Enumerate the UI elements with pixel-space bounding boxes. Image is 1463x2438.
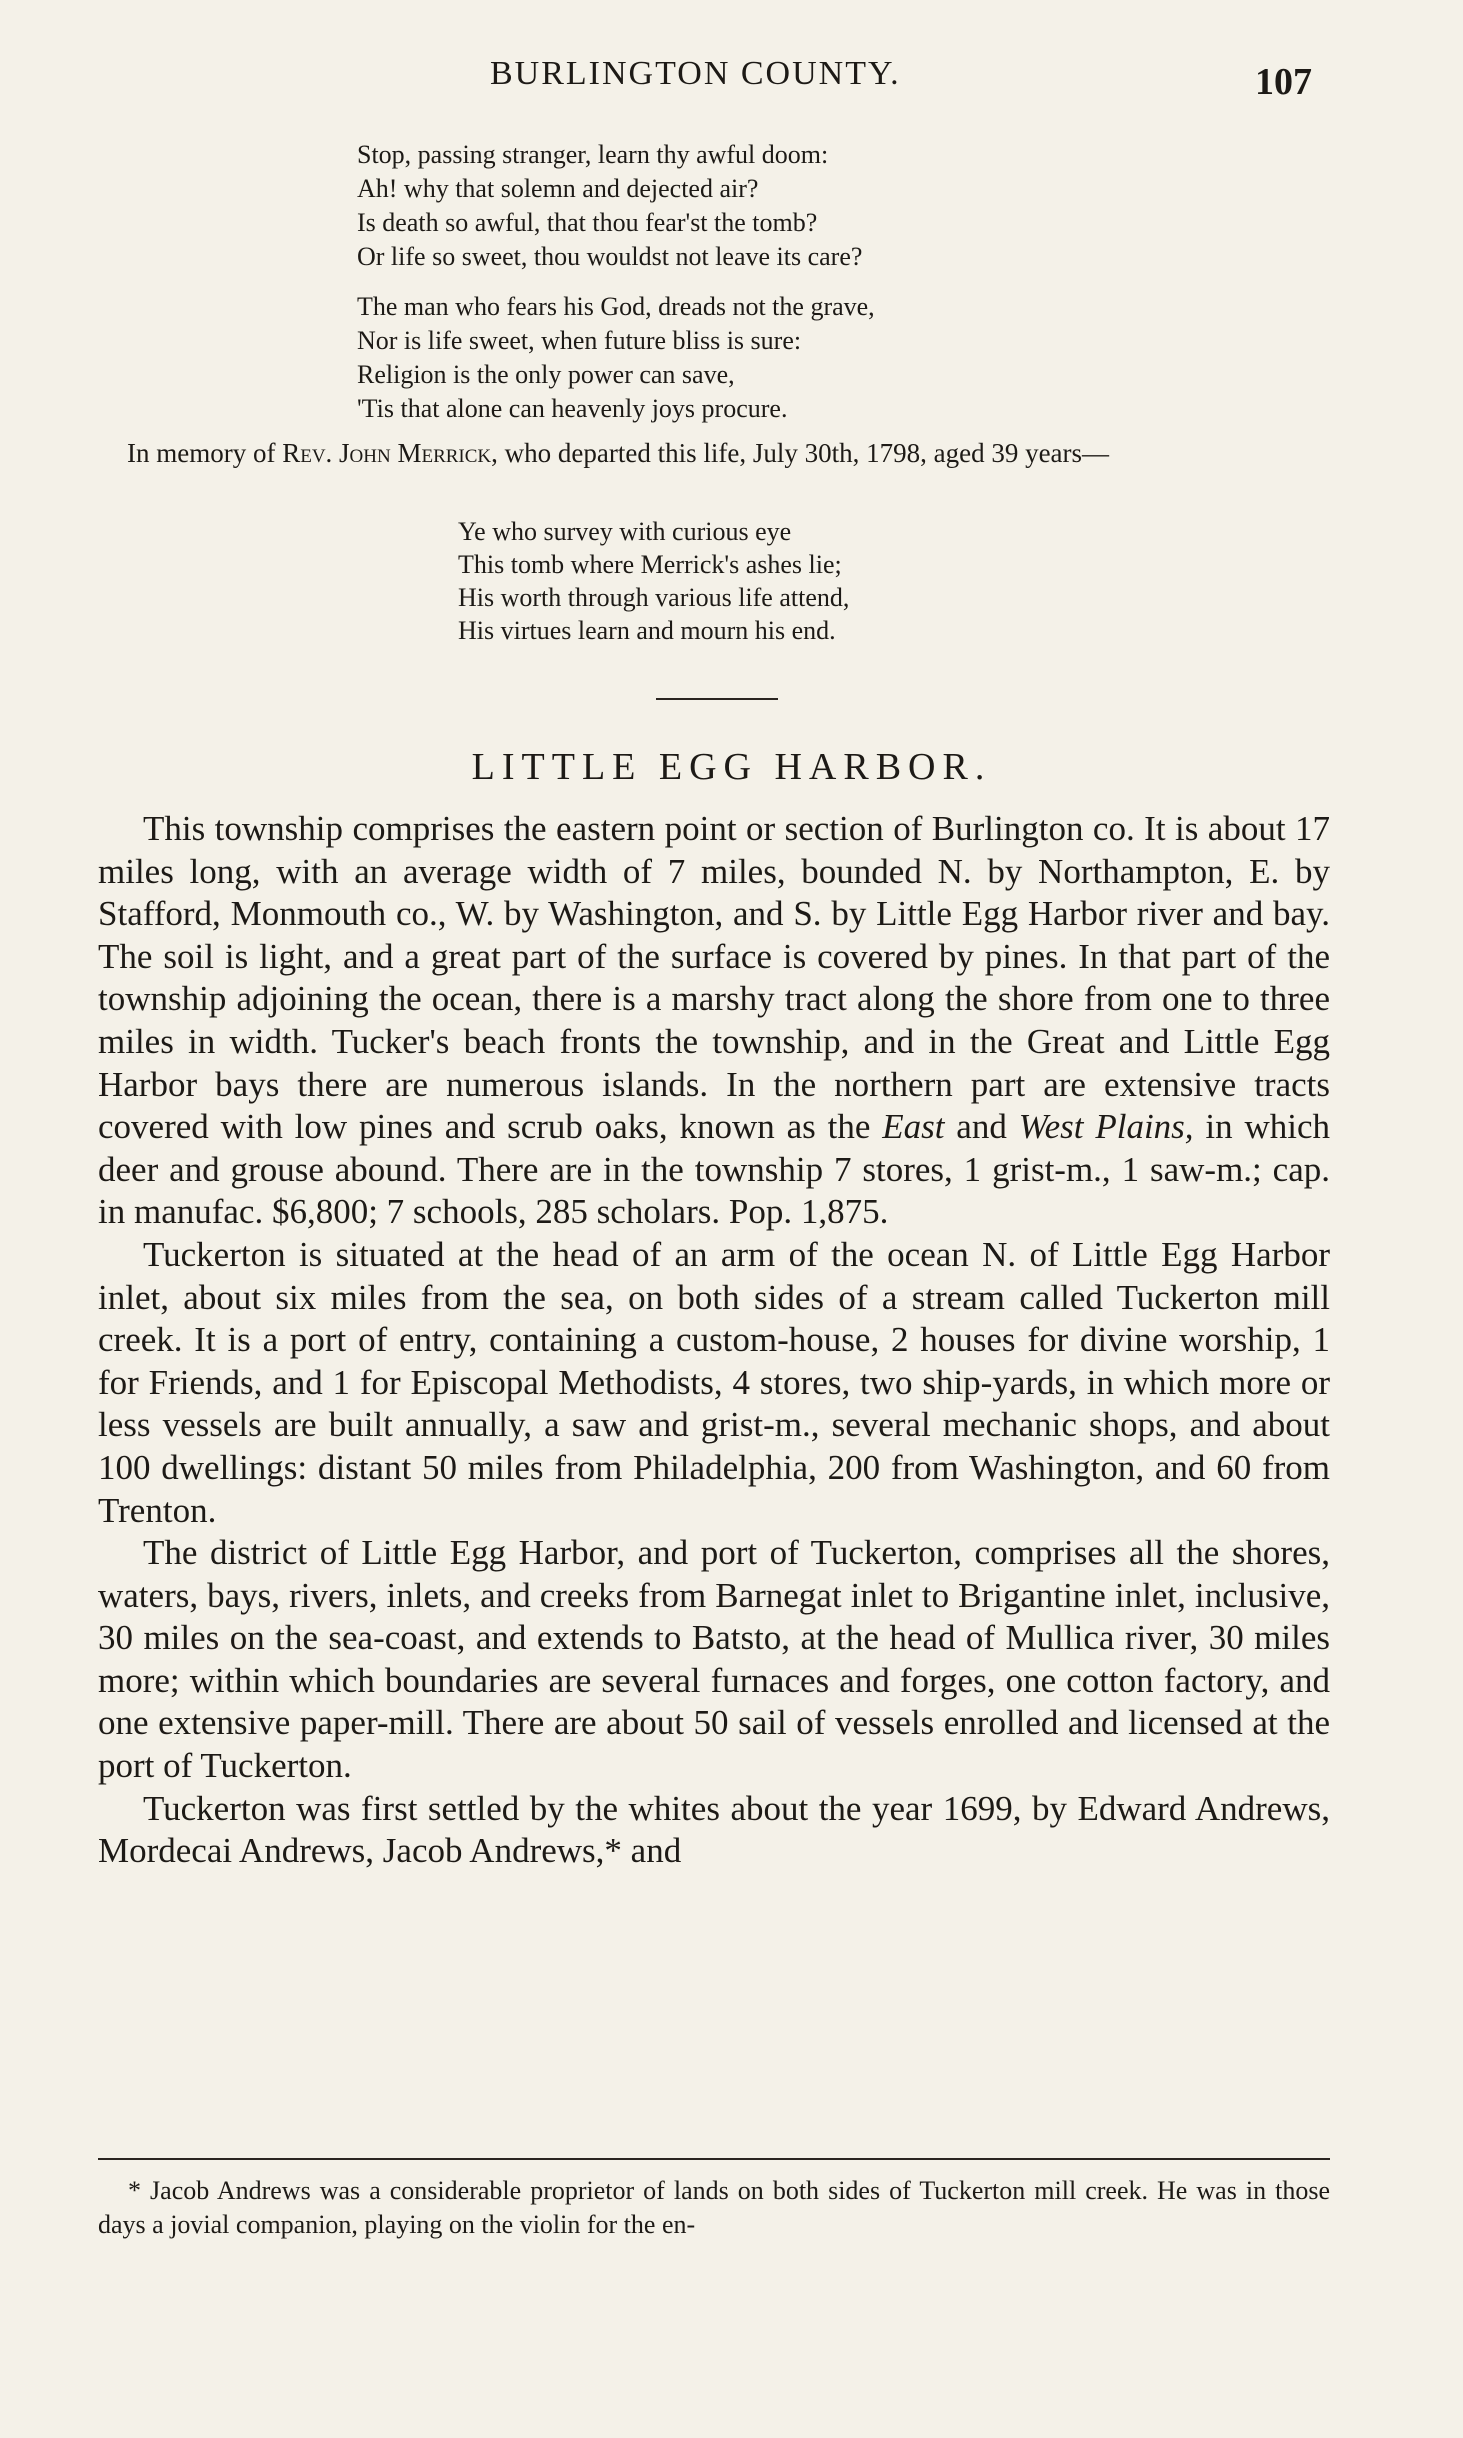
verse-line: This tomb where Merrick's ashes lie; xyxy=(458,550,842,579)
memorial-rest: who departed this life, July 30th, 1798, aged 39 years— xyxy=(504,438,1110,468)
merrick-epitaph xyxy=(458,515,849,647)
verse-line: Or life so sweet, thou wouldst not leave its care? xyxy=(357,242,863,271)
paragraph: Tuckerton was first settled by the whites about the year 1699, by Edward Andrews, Mordecai Andrews, Jacob Andrews,* and xyxy=(98,1788,1330,1871)
verse-line: Religion is the only power can save, xyxy=(357,360,735,389)
page-number: 107 xyxy=(1255,61,1312,103)
footnote: * Jacob Andrews was a considerable proprietor of lands on both sides of Tuckerton mill creek. He was in those days a jovial companion, playing on the violin for the en- xyxy=(98,2176,1330,2239)
body-text xyxy=(98,808,1330,1873)
paragraph: The district of Little Egg Harbor, and port of Tuckerton, comprises all the shores, waters, bays, rivers, inlets, and creeks from Barnegat inlet to Brigantine inlet, inclusive, 30 miles on the sea-coast, and extends to Batsto, at the head of Mullica river, 30 miles more; within which boundaries are several furnaces and forges, one cotton factory, and one extensive paper-mill. There are about 50 sail of vessels enrolled and licensed at the port of Tuckerton. xyxy=(98,1533,1330,1786)
running-head: BURLINGTON COUNTY. xyxy=(490,55,901,92)
memorial-inscription xyxy=(95,436,1325,470)
paragraph-text: in which deer and grouse abound. There are in the township 7 stores, 1 grist-m., 1 saw-m.; cap. in manufac. $6,800; 7 schools, 285 scholars. Pop. 1,875. xyxy=(98,1107,1331,1232)
memorial-name: Rev. John Merrick, xyxy=(282,438,498,468)
epitaph-stanza-2 xyxy=(357,290,875,426)
footnote-divider xyxy=(98,2158,1330,2160)
verse-line: Nor is life sweet, when future bliss is sure: xyxy=(357,326,802,355)
paragraph-text: This township comprises the eastern point or section of Burlington co. It is about 17 miles long, with an average width of 7 miles, bounded N. by Northampton, E. by Stafford, Monmouth co., W. by Washington, and S. by Little Egg Harbor river and bay. The soil is light, and a great part of the surface is covered by pines. In that part of the township adjoining the ocean, there is a marshy tract along the shore from one to three miles in width. Tucker's beach fronts the township, and in the Great and Little Egg Harbor bays there are numerous islands. In the northern part are extensive tracts covered with low pines and scrub oaks, known as the xyxy=(98,809,1330,1147)
section-divider xyxy=(656,698,778,700)
memorial-intro: In memory of xyxy=(127,438,276,468)
verse-line: Stop, passing stranger, learn thy awful doom: xyxy=(357,140,829,169)
verse-line: Ye who survey with curious eye xyxy=(458,517,792,546)
paragraph-text: and xyxy=(956,1107,1007,1147)
verse-line: 'Tis that alone can heavenly joys procure. xyxy=(357,394,788,423)
verse-line: His worth through various life attend, xyxy=(458,583,850,612)
italic-term: East xyxy=(882,1107,945,1147)
epitaph-stanza-1 xyxy=(357,138,862,274)
verse-line: Is death so awful, that thou fear'st the tomb? xyxy=(357,208,818,237)
verse-line: Ah! why that solemn and dejected air? xyxy=(357,174,759,203)
section-title: LITTLE EGG HARBOR. xyxy=(471,746,992,788)
verse-line: The man who fears his God, dreads not the grave, xyxy=(357,292,875,321)
paragraph xyxy=(98,808,1330,1234)
paragraph: Tuckerton is situated at the head of an arm of the ocean N. of Little Egg Harbor inlet, about six miles from the sea, on both sides of a stream called Tuckerton mill creek. It is a port of entry, containing a custom-house, 2 houses for divine worship, 1 for Friends, and 1 for Episcopal Methodists, 4 stores, two ship-yards, in which more or less vessels are built annually, a saw and grist-m., several mechanic shops, and about 100 dwellings: distant 50 miles from Philadelphia, 200 from Washington, and 60 from Trenton. xyxy=(98,1234,1330,1530)
verse-line: His virtues learn and mourn his end. xyxy=(458,616,836,645)
italic-term: West Plains, xyxy=(1018,1107,1194,1147)
